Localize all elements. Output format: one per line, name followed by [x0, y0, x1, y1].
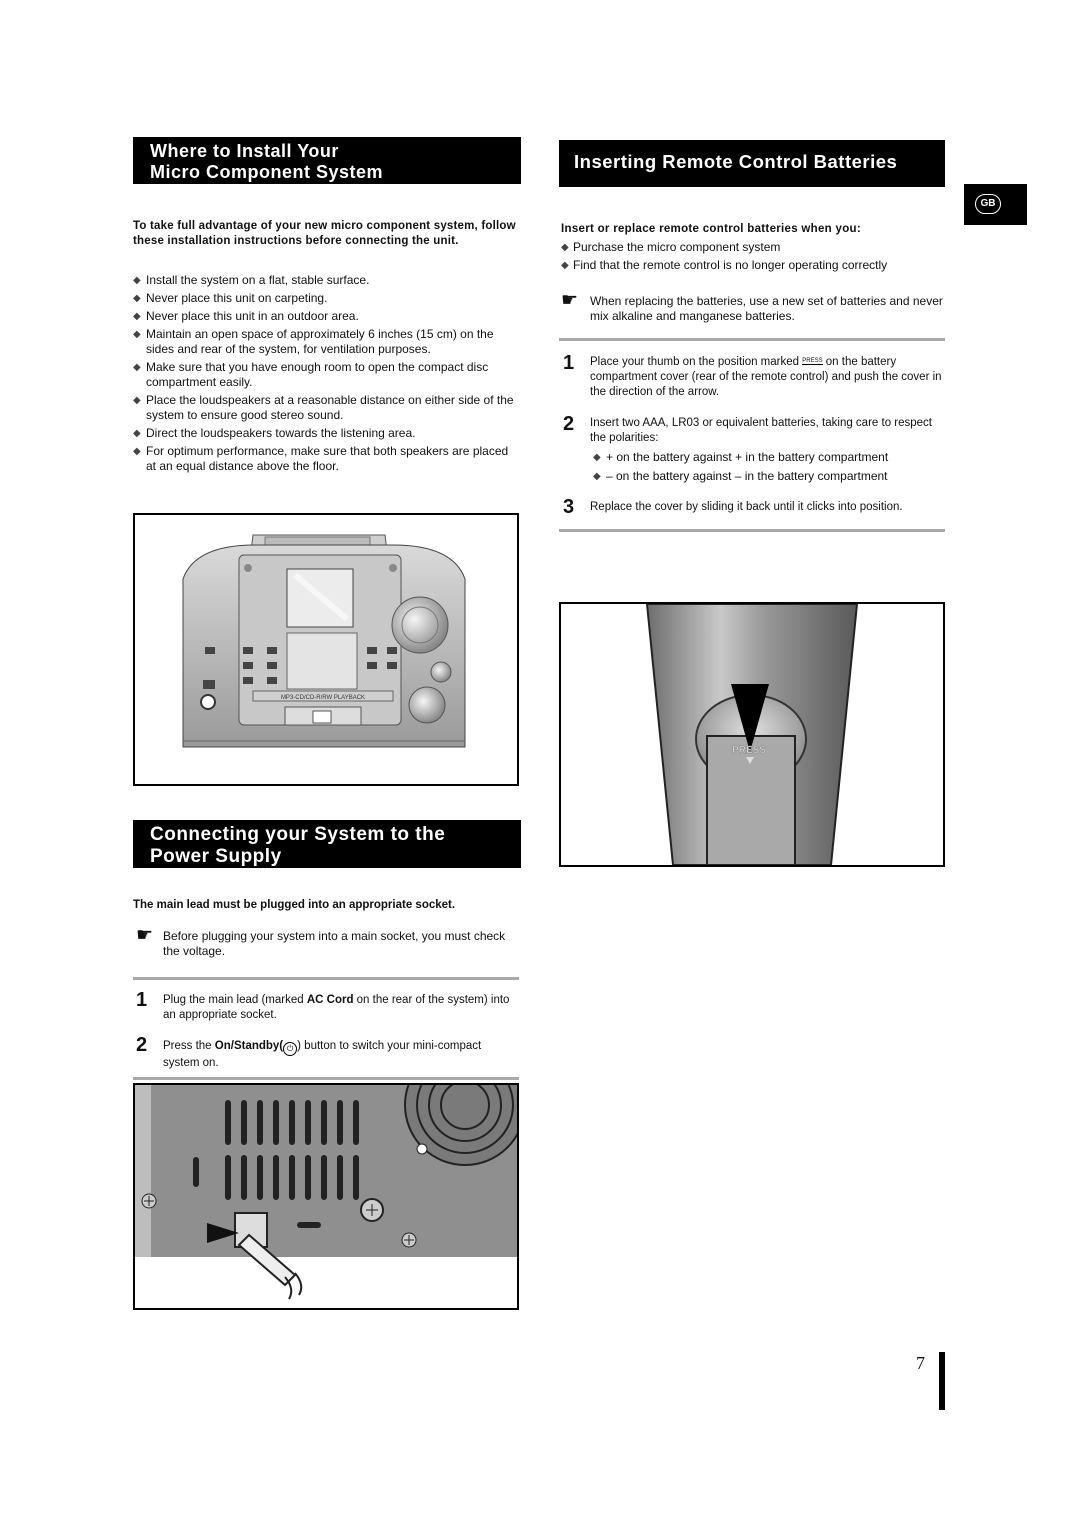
- micro-system-drawing: [135, 515, 517, 784]
- power-icon: ⏻: [283, 1042, 297, 1056]
- diamond-icon: ◆: [561, 260, 569, 271]
- battery-bullet-list: [561, 240, 945, 276]
- diamond-icon: ◆: [133, 362, 141, 373]
- list-item: ◆ Direct the loudspeakers towards the listening area.: [133, 426, 416, 440]
- diamond-icon: ◆: [133, 446, 141, 457]
- battery-note: When replacing the batteries, use a new set of batteries and never mix alkaline and manganese batteries.: [590, 294, 943, 323]
- power-title-line-1: Connecting your System to the: [150, 824, 446, 845]
- remote-illustration: [559, 602, 945, 867]
- power-intro: The main lead must be plugged into an appropriate socket.: [133, 899, 456, 911]
- device-panel-label: MP3-CD/CD-R/RW PLAYBACK: [280, 695, 366, 701]
- list-item: ◆ Place the loudspeakers at a reasonable distance on either side of the system to ensure good stereo sound.: [133, 393, 514, 422]
- polarity-list: [593, 450, 945, 487]
- diamond-icon: ◆: [133, 293, 141, 304]
- diamond-icon: ◆: [133, 311, 141, 322]
- battery-step-2: Insert two AAA, LR03 or equivalent batteries, taking care to respect the polarities:: [590, 417, 932, 444]
- divider: [559, 338, 945, 341]
- battery-section-title: Inserting Remote Control Batteries: [559, 140, 945, 187]
- step-number: 2: [136, 1034, 148, 1056]
- gb-badge-oval: GB: [975, 194, 1001, 214]
- pointing-hand-icon: ☛: [136, 925, 154, 946]
- step-number: 2: [563, 413, 575, 435]
- list-item: ◆ For optimum performance, make sure that both speakers are placed at an equal distance above the floor.: [133, 444, 509, 473]
- divider: [133, 1077, 519, 1080]
- power-section-title: [133, 820, 521, 868]
- battery-step-1: Place your thumb on the position marked PRESS on the battery compartment cover (rear of the remote control) and push the cover in the direction of the arrow.: [590, 356, 942, 398]
- list-item: ◆ – on the battery against – in the battery compartment: [593, 469, 888, 483]
- divider: [133, 977, 519, 980]
- list-item: ◆ Never place this unit in an outdoor area.: [133, 309, 359, 323]
- power-title-line-2: Power Supply: [150, 846, 282, 867]
- install-title-line-2: Micro Component System: [150, 162, 384, 182]
- page-edge-bar: [939, 1352, 945, 1410]
- diamond-icon: ◆: [133, 428, 141, 439]
- list-item: ◆ Make sure that you have enough room to open the compact disc compartment easily.: [133, 360, 489, 389]
- power-step-1: Plug the main lead (marked AC Cord on the rear of the system) into an appropriate socket.: [163, 994, 510, 1021]
- install-section-title: [133, 137, 521, 184]
- battery-intro: Insert or replace remote control batteries when you:: [561, 223, 861, 235]
- install-bullet-list: [133, 273, 519, 477]
- diamond-icon: ◆: [593, 471, 601, 482]
- pointing-hand-icon: ☛: [561, 290, 579, 311]
- install-intro: To take full advantage of your new micro component system, follow these installation instructions before connecting the unit.: [133, 220, 516, 247]
- list-item: ◆ Purchase the micro component system: [561, 240, 781, 254]
- list-item: ◆ Install the system on a flat, stable surface.: [133, 273, 370, 287]
- remote-drawing: [561, 604, 943, 865]
- step-number: 1: [136, 989, 148, 1011]
- diamond-icon: ◆: [133, 275, 141, 286]
- press-mark-icon: PRESS: [802, 358, 823, 364]
- power-note: Before plugging your system into a main socket, you must check the voltage.: [163, 929, 506, 958]
- list-item: ◆ Find that the remote control is no longer operating correctly: [561, 258, 888, 272]
- diamond-icon: ◆: [133, 329, 141, 340]
- power-step-2: Press the On/Standby( ⏻ ) button to switch your mini-compact system on.: [163, 1040, 482, 1069]
- remote-press-label: PRESS: [732, 745, 766, 756]
- rear-panel-illustration: [133, 1083, 519, 1310]
- device-illustration: [133, 513, 519, 786]
- diamond-icon: ◆: [593, 452, 601, 463]
- list-item: ◆ Never place this unit on carpeting.: [133, 291, 328, 305]
- gb-badge: [964, 184, 1027, 225]
- battery-step-3: Replace the cover by sliding it back until it clicks into position.: [590, 501, 903, 513]
- diamond-icon: ◆: [133, 395, 141, 406]
- list-item: ◆ Maintain an open space of approximately 6 inches (15 cm) on the sides and rear of the system, for ventilation purposes.: [133, 327, 494, 356]
- rear-panel-drawing: [135, 1085, 517, 1308]
- step-number: 3: [563, 496, 575, 518]
- diamond-icon: ◆: [561, 242, 569, 253]
- page-number: 7: [916, 1353, 925, 1373]
- list-item: ◆ + on the battery against + in the battery compartment: [593, 450, 889, 464]
- install-title-line-1: Where to Install Your: [150, 141, 339, 161]
- step-number: 1: [563, 352, 575, 374]
- divider: [559, 529, 945, 532]
